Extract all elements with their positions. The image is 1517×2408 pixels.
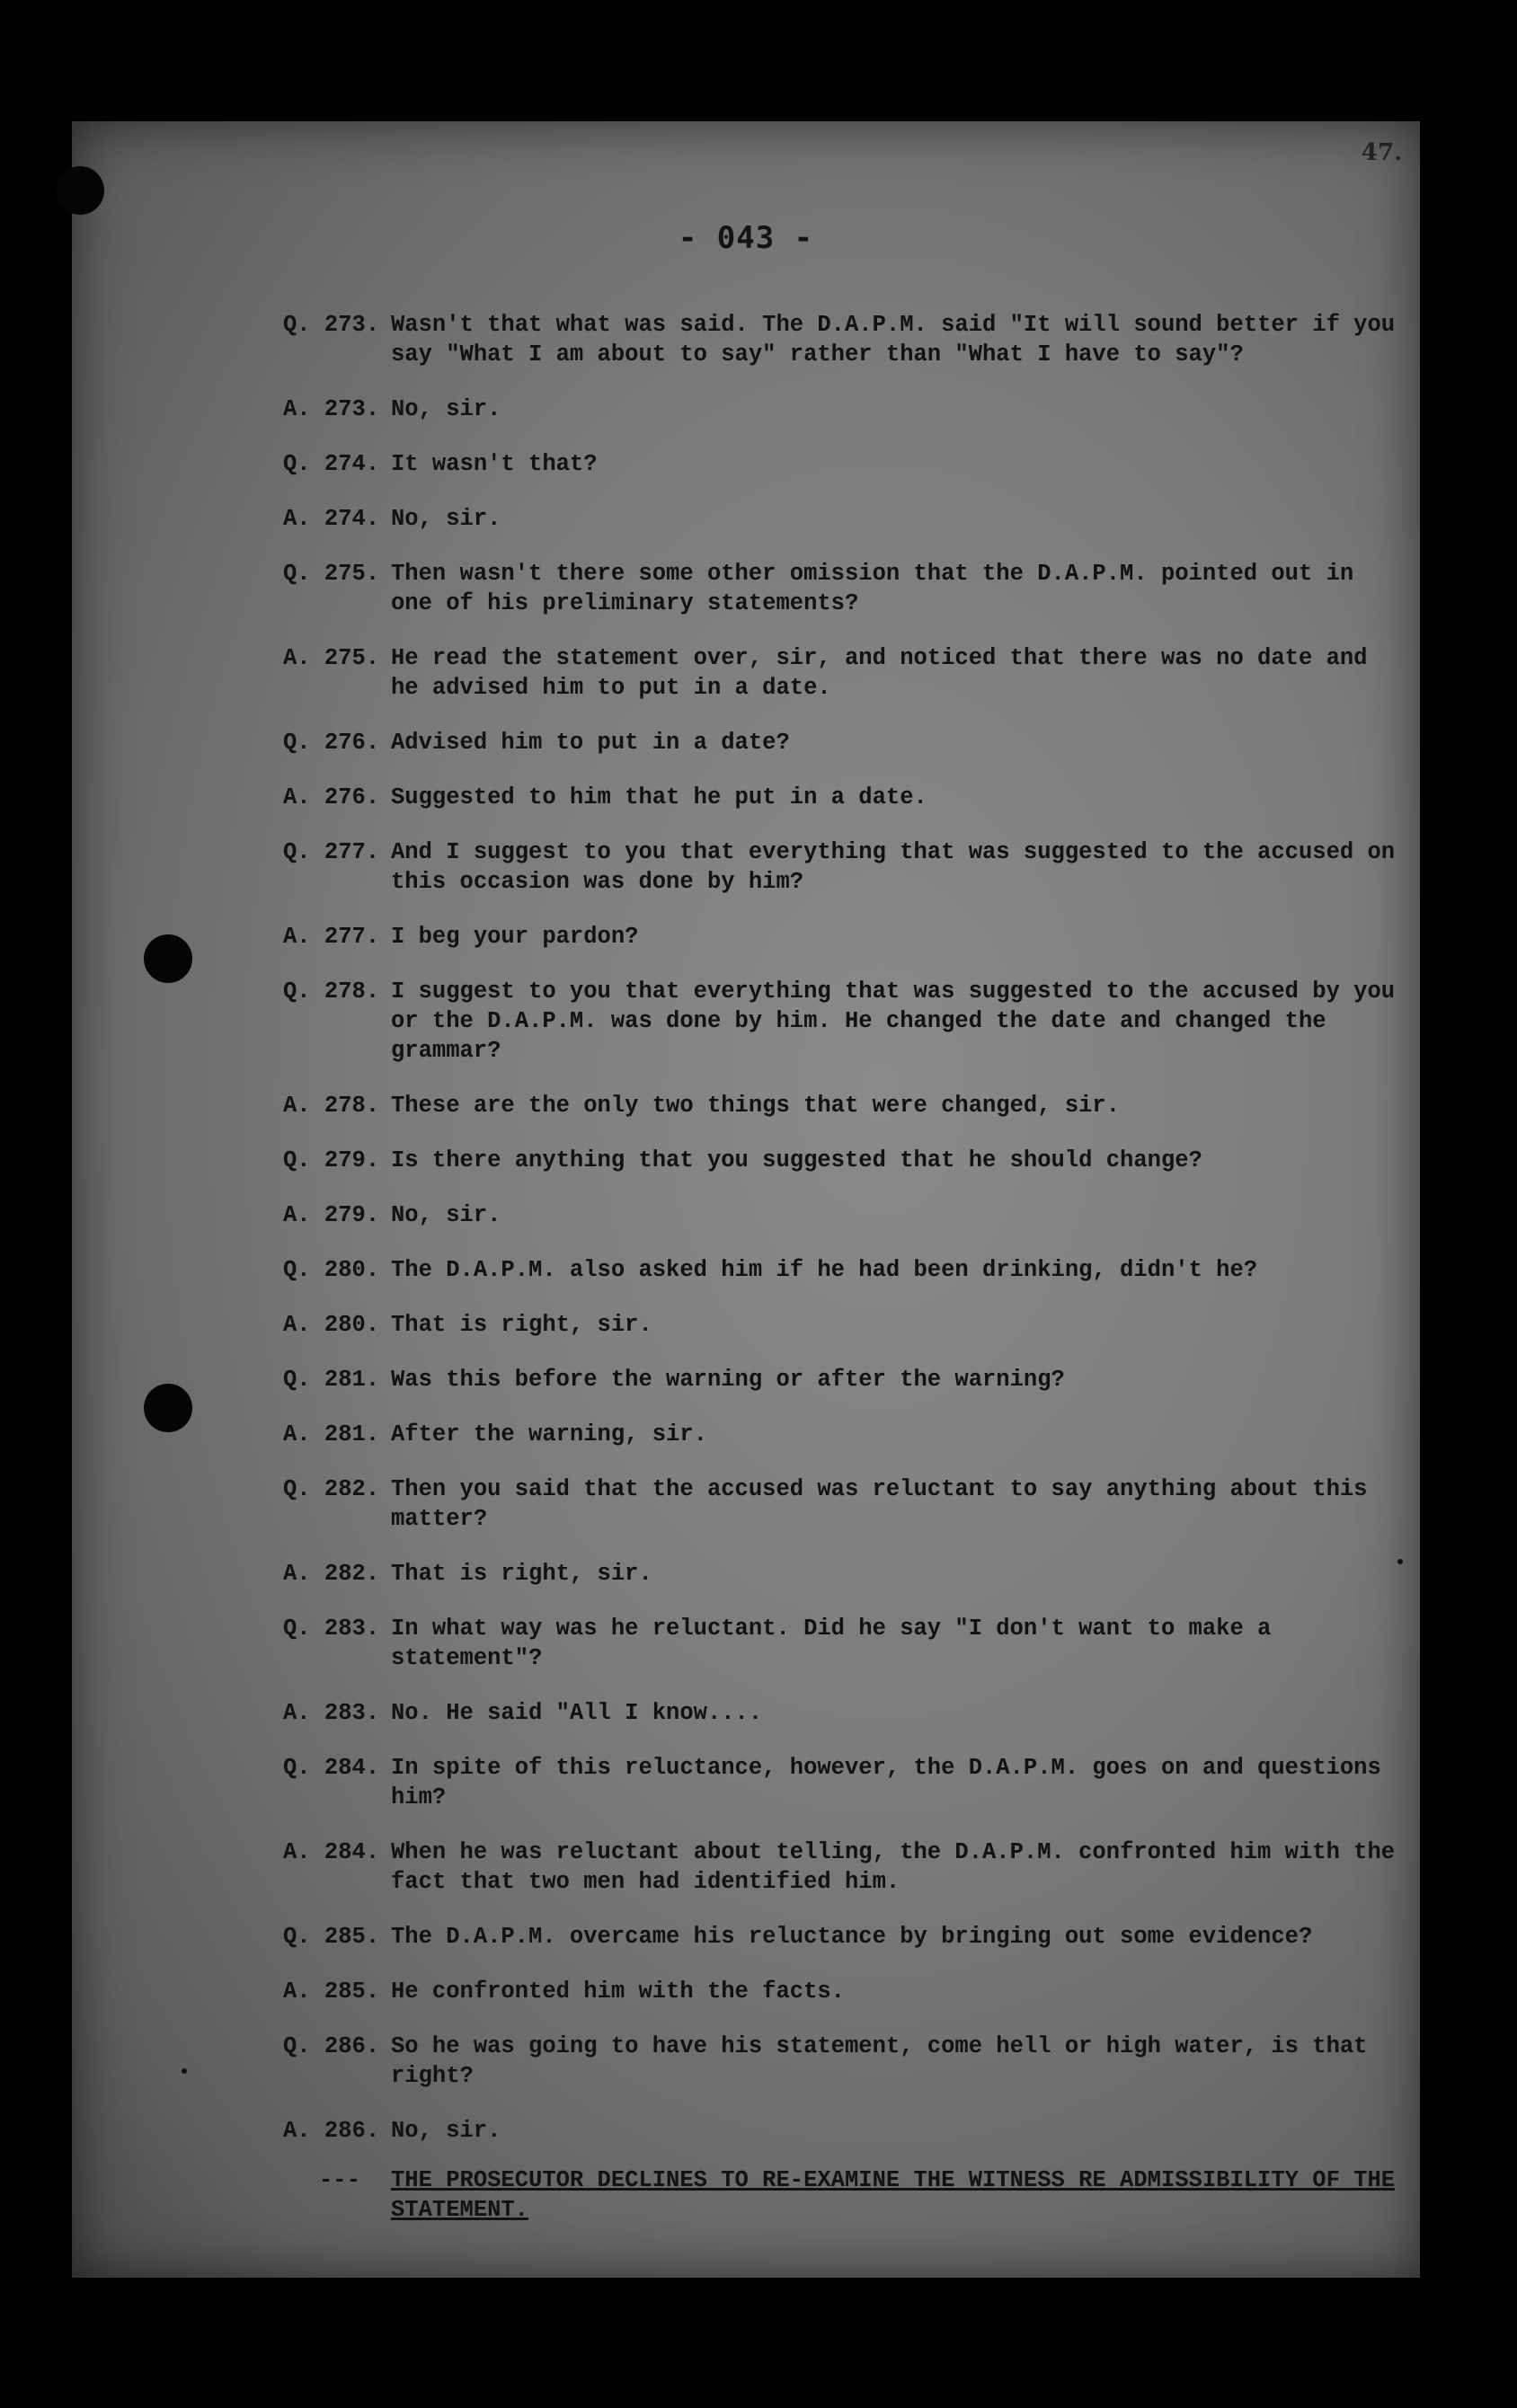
entry-text: The D.A.P.M. also asked him if he had been drinking, didn't he? bbox=[391, 1257, 1258, 1283]
entry-text: Is there anything that you suggested that he should change? bbox=[391, 1147, 1202, 1173]
entry-label: A. 278. bbox=[283, 1093, 380, 1119]
question-entry bbox=[283, 1146, 1406, 1175]
question-entry bbox=[283, 1365, 1406, 1394]
closing-note-marker: --- bbox=[319, 2167, 360, 2193]
entry-label: A. 282. bbox=[283, 1561, 380, 1587]
punch-hole-middle bbox=[144, 934, 192, 983]
entry-text: These are the only two things that were changed, sir. bbox=[391, 1093, 1121, 1119]
entry-text: No, sir. bbox=[391, 2118, 501, 2144]
entry-text: That is right, sir. bbox=[391, 1312, 652, 1338]
entry-text: Then you said that the accused was reluctant to say anything about this matter? bbox=[391, 1476, 1368, 1532]
entry-label: Q. 280. bbox=[283, 1257, 380, 1283]
question-entry bbox=[283, 1474, 1406, 1534]
ink-speck bbox=[182, 2068, 187, 2074]
question-entry bbox=[283, 1255, 1406, 1285]
question-entry bbox=[283, 559, 1406, 618]
entry-text: And I suggest to you that everything that was suggested to the accused on this occasion was done by him? bbox=[391, 839, 1396, 895]
entry-label: A. 283. bbox=[283, 1700, 380, 1726]
entry-label: A. 285. bbox=[283, 1979, 380, 2005]
question-entry bbox=[283, 449, 1406, 479]
entry-text: No, sir. bbox=[391, 506, 501, 532]
document-page bbox=[72, 121, 1420, 2278]
question-entry bbox=[283, 310, 1406, 369]
answer-entry bbox=[283, 504, 1406, 534]
entry-label: Q. 279. bbox=[283, 1147, 380, 1173]
entry-label: Q. 283. bbox=[283, 1616, 380, 1642]
answer-entry bbox=[283, 1837, 1406, 1897]
entry-label: A. 274. bbox=[283, 506, 380, 532]
closing-note-text: THE PROSECUTOR DECLINES TO RE-EXAMINE THE WITNESS RE ADMISSIBILITY OF THE STATEMENT. bbox=[391, 2167, 1396, 2223]
punch-hole-top bbox=[56, 166, 104, 215]
entry-label: Q. 285. bbox=[283, 1924, 380, 1950]
entry-label: Q. 275. bbox=[283, 561, 380, 587]
entry-label: A. 276. bbox=[283, 784, 380, 810]
entry-text: I suggest to you that everything that was suggested to the accused by you or the D.A.P.M. was done by him. He changed the date and changed the grammar? bbox=[391, 978, 1396, 1064]
answer-entry bbox=[283, 1559, 1406, 1589]
entry-label: Q. 276. bbox=[283, 730, 380, 756]
answer-entry bbox=[283, 2116, 1406, 2146]
entry-text: No, sir. bbox=[391, 396, 501, 422]
entry-text: I beg your pardon? bbox=[391, 924, 639, 950]
entry-text: In spite of this reluctance, however, the D.A.P.M. goes on and questions him? bbox=[391, 1755, 1381, 1810]
entry-label: Q. 284. bbox=[283, 1755, 380, 1781]
entry-label: Q. 277. bbox=[283, 839, 380, 865]
entry-text: It wasn't that? bbox=[391, 451, 598, 477]
question-entry bbox=[283, 1922, 1406, 1952]
answer-entry bbox=[283, 783, 1406, 812]
entry-text: Wasn't that what was said. The D.A.P.M. said "It will sound better if you say "What I am about to say" rather than "What I have to say"? bbox=[391, 312, 1396, 367]
entry-label: Q. 282. bbox=[283, 1476, 380, 1502]
entry-label: A. 273. bbox=[283, 396, 380, 422]
punch-hole-lower bbox=[144, 1384, 192, 1432]
answer-entry bbox=[283, 1698, 1406, 1728]
entry-label: A. 281. bbox=[283, 1421, 380, 1447]
question-entry bbox=[283, 977, 1406, 1066]
entry-label: A. 284. bbox=[283, 1839, 380, 1865]
corner-page-mark: 47. bbox=[1361, 139, 1402, 166]
answer-entry bbox=[283, 1200, 1406, 1230]
entry-label: A. 279. bbox=[283, 1202, 380, 1228]
entry-text: When he was reluctant about telling, the D.A.P.M. confronted him with the fact that two men had identified him. bbox=[391, 1839, 1396, 1895]
entry-text: He confronted him with the facts. bbox=[391, 1979, 845, 2005]
answer-entry bbox=[283, 394, 1406, 424]
answer-entry bbox=[283, 1420, 1406, 1449]
entry-label: Q. 274. bbox=[283, 451, 380, 477]
entry-text: Then wasn't there some other omission that the D.A.P.M. pointed out in one of his preliminary statements? bbox=[391, 561, 1354, 616]
question-entry bbox=[283, 2032, 1406, 2091]
question-entry bbox=[283, 1753, 1406, 1812]
entry-label: A. 286. bbox=[283, 2118, 380, 2144]
entry-label: A. 275. bbox=[283, 645, 380, 671]
entry-text: No. He said "All I know.... bbox=[391, 1700, 763, 1726]
page-number: - 043 - bbox=[678, 220, 814, 256]
closing-note bbox=[283, 2165, 1406, 2225]
entry-text: That is right, sir. bbox=[391, 1561, 652, 1587]
entry-text: Was this before the warning or after the warning? bbox=[391, 1367, 1065, 1393]
entry-text: He read the statement over, sir, and noticed that there was no date and he advised him to put in a date. bbox=[391, 645, 1368, 701]
answer-entry bbox=[283, 1977, 1406, 2006]
answer-entry bbox=[283, 643, 1406, 703]
entry-text: The D.A.P.M. overcame his reluctance by bringing out some evidence? bbox=[391, 1924, 1313, 1950]
entry-text: Suggested to him that he put in a date. bbox=[391, 784, 927, 810]
answer-entry bbox=[283, 1091, 1406, 1120]
entry-text: After the warning, sir. bbox=[391, 1421, 707, 1447]
question-entry bbox=[283, 728, 1406, 757]
entry-label: Q. 273. bbox=[283, 312, 380, 338]
entry-label: Q. 286. bbox=[283, 2033, 380, 2059]
entry-label: Q. 278. bbox=[283, 978, 380, 1005]
entry-label: A. 280. bbox=[283, 1312, 380, 1338]
answer-entry bbox=[283, 922, 1406, 952]
answer-entry bbox=[283, 1310, 1406, 1340]
entry-text: So he was going to have his statement, come hell or high water, is that right? bbox=[391, 2033, 1368, 2089]
question-entry bbox=[283, 837, 1406, 897]
entry-label: A. 277. bbox=[283, 924, 380, 950]
entry-text: Advised him to put in a date? bbox=[391, 730, 790, 756]
entry-text: No, sir. bbox=[391, 1202, 501, 1228]
entry-label: Q. 281. bbox=[283, 1367, 380, 1393]
testimony-transcript bbox=[283, 310, 1406, 2250]
entry-text: In what way was he reluctant. Did he say "I don't want to make a statement"? bbox=[391, 1616, 1272, 1671]
question-entry bbox=[283, 1614, 1406, 1673]
